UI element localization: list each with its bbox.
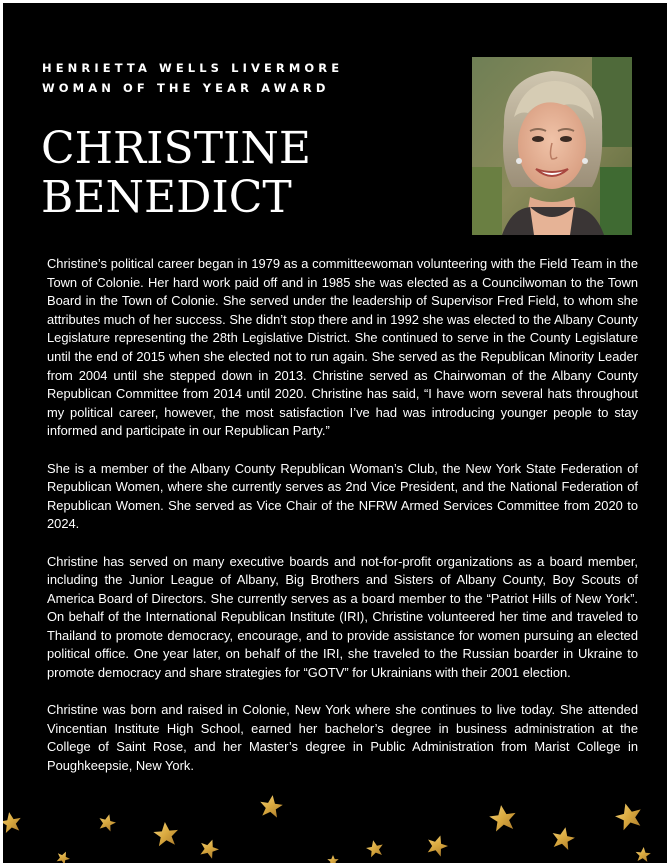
portrait-photo (472, 57, 632, 235)
honoree-first-name: CHRISTINE (41, 123, 312, 174)
star-icon (635, 846, 651, 862)
star-icon (327, 855, 338, 863)
star-icon (153, 821, 180, 847)
star-icon (258, 794, 284, 819)
award-title (42, 58, 442, 98)
star-icon (488, 803, 518, 832)
bio-paragraph: She is a member of the Albany County Republican Woman’s Club, the New York State Federation of Republican Women, where she currently serves as 2nd Vice President, and the National Federation of Republican Women. She served as Vice Chair of the NFRW Armed Services Committee from 2020 to 2024. (47, 460, 638, 532)
star-icon (365, 838, 385, 857)
star-icon (55, 849, 72, 863)
portrait-illustration (472, 57, 632, 235)
award-title-line2: WOMAN OF THE YEAR AWARD (42, 81, 330, 95)
honoree-last-name: BENEDICT (41, 172, 292, 223)
star-icon (613, 800, 645, 831)
star-icon (550, 825, 577, 851)
biography (47, 255, 638, 794)
star-icon (97, 812, 118, 832)
star-icon (424, 832, 450, 857)
award-title-line1: HENRIETTA WELLS LIVERMORE (42, 61, 344, 75)
star-icon (197, 836, 221, 860)
bio-paragraph: Christine was born and raised in Colonie, New York where she continues to live today. She attended Vincentian Institute High School, earned her bachelor’s degree in business administration at the College of Saint Rose, and her Master’s degree in Public Administration from Marist College in Poughkeepsie, New York. (47, 702, 638, 774)
honoree-name (41, 124, 441, 222)
star-icon (3, 810, 23, 833)
award-page (3, 3, 667, 863)
bio-paragraph: Christine’s political career began in 1979 as a committeewoman volunteering with the Field Team in the Town of Colonie. Her hard work paid off and in 1985 she was elected as a Councilwoman to the Town Board in the Town of Colonie. She served under the leadership of Supervisor Fred Field, to whom she attributes much of her success. She didn’t stop there and in 1992 she was elected to the Albany County Legislature representing the 28th Legislative District. She continued to serve in the County Legislature until the end of 2015 when she elected not to run again. She served as the Republican Minority Leader from 2004 until she stepped down in 2013. Christine served as Chairwoman of the Albany County Republican Committee from 2014 until 2020. Christine has said, “I have worn several hats throughout my political career, however, the most satisfaction I’ve had was introducing younger people to stay informed and participate in our Republican Party.” (47, 256, 638, 439)
bio-paragraph: Christine has served on many executive boards and not-for-profit organizations as a board member, including the Junior League of Albany, Big Brothers and Sisters of Albany County, Boy Scouts of America Board of Directors. She currently serves as a board member to the “Patriot Hills of New York”. On behalf of the International Republican Institute (IRI), Christine volunteered her time and traveled to Thailand to promote democracy, encourage, and to provide assistance for women pursuing an elected political office. One year later, on behalf of the IRI, she traveled to the Russian boarder in Ukraine to promote democracy and share strategies for “GOTV” for Ukrainians with their 2001 election. (47, 553, 638, 681)
